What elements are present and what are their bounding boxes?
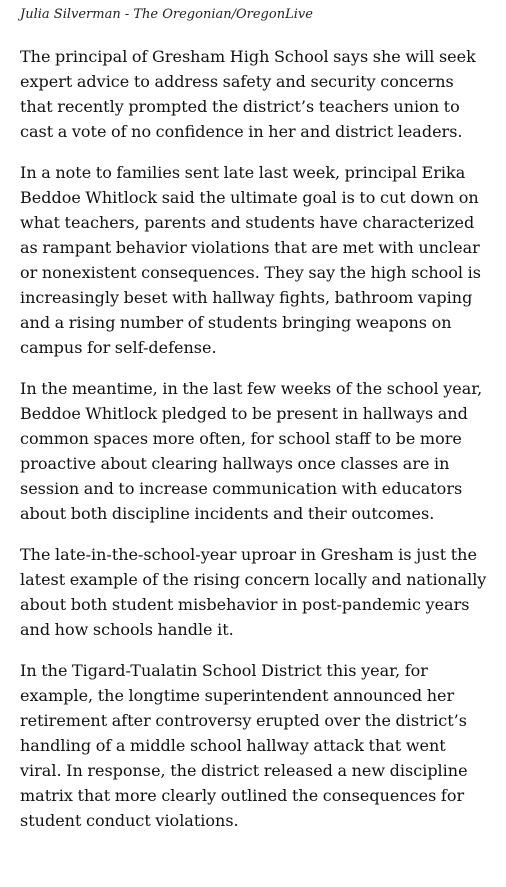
article-byline: Julia Silverman - The Oregonian/OregonLive bbox=[20, 7, 313, 22]
article-paragraph-3: In the meantime, in the last few weeks of the school year, Beddoe Whitlock pledged to be present in hallways and common spaces more often, for school staff to be more proactive about clearing hallways once classes are in session and to increase communication with educators about both discipline incidents and their outcomes. bbox=[20, 379, 483, 523]
article-paragraph-4: The late-in-the-school-year uproar in Gresham is just the latest example of the rising concern locally and nationally about both student misbehavior in post-pandemic years and how schools handle it. bbox=[20, 545, 487, 639]
article-paragraph-1: The principal of Gresham High School says she will seek expert advice to address safety and security concerns that recently prompted the district’s teachers union to cast a vote of no confidence in her and district leaders. bbox=[20, 47, 476, 141]
article-paragraph-2: In a note to families sent late last week, principal Erika Beddoe Whitlock said the ultimate goal is to cut down on what teachers, parents and students have characterized as rampant behavior violations that are met with unclear or nonexistent consequences. They say the high school is increasingly beset with hallway fights, bathroom vaping and a rising number of students bringing weapons on campus for self-defense. bbox=[20, 163, 481, 357]
article-paragraph-5: In the Tigard-Tualatin School District this year, for example, the longtime superintendent announced her retirement after controversy erupted over the district’s handling of a middle school hallway attack that went viral. In response, the district released a new discipline matrix that more clearly outlined the consequences for student conduct violations. bbox=[20, 661, 468, 830]
